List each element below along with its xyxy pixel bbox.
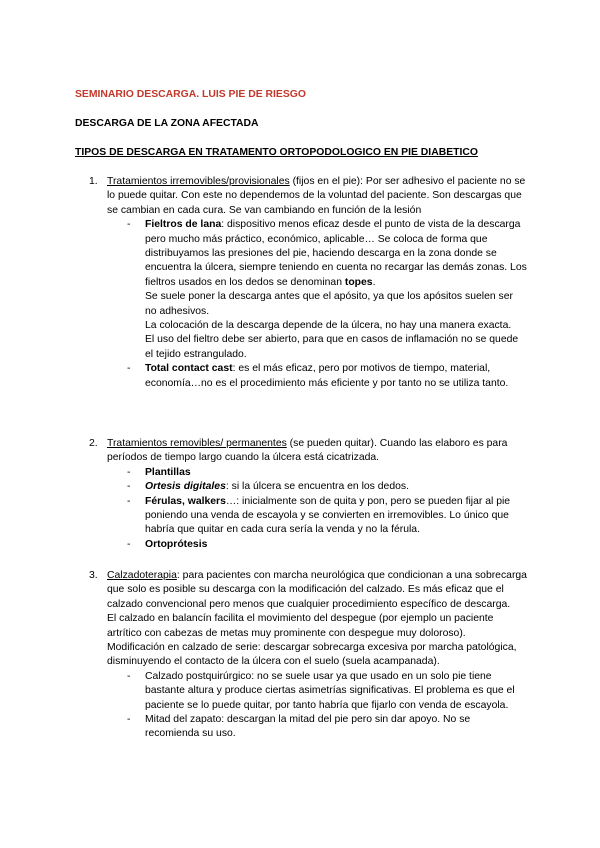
item-term: Fieltros de lana [145,219,222,231]
section-paragraph: El calzado en balancín facilita el movimiento del despegue (por ejemplo un paciente artrítico con cabezas de metas muy prominente con despegue muy doloroso). [107,613,494,639]
list-item-text [145,495,527,538]
section-lead: Tratamientos irremovibles/provisionales [107,176,290,187]
bullet-dash: - [127,466,131,478]
section-text: : para pacientes con marcha neurológica que condicionan a una sobrecarga que solo es posible su descarga con la modificación del calzado. Es más eficaz que el calzado convencional pero menos que cualquier procedimiento específico de descarga. [107,570,527,610]
document-title: SEMINARIO DESCARGA. LUIS PIE DE RIESGO [75,89,306,100]
section-number: 1. [89,176,98,187]
item-extra-paragraph: La colocación de la descarga depende de la úlcera, no hay una manera exacta. [145,320,512,332]
item-term: Plantillas [145,466,191,478]
item-text-2: . [372,276,376,288]
item-term: Ortoprótesis [145,538,208,550]
bullet-dash: - [127,495,131,507]
item-term: Férulas, walkers [145,495,226,507]
bullet-dash: - [127,363,131,375]
list-item [127,466,527,480]
section-text: (se pueden quitar). Cuando las elaboro es para períodos de tiempo largo cuando la úlcera está cicatrizada. [107,438,508,464]
bullet-dash: - [127,538,131,550]
list-item-text [145,218,527,290]
bullet-dash: - [127,481,131,493]
item-term: Ortesis digitales [145,481,226,493]
section-2 [89,437,527,552]
list-item [127,538,527,552]
item-text: : dispositivo menos eficaz desde el punto de vista de la descarga pero mucho más práctico, económico, aplicable… Se coloca de forma que distribuyamos las presiones del pie, haciendo descarga en la zona donde se encuentra la úlcera, siempre teniendo en cuenta no recargar las demás zonas. Los fieltros usados en los dedos se denominan [145,219,527,288]
section-heading: TIPOS DE DESCARGA EN TRATAMENTO ORTOPODOLOGICO EN PIE DIABETICO [75,147,478,158]
item-extra-paragraph: El uso del fieltro debe ser abierto, para que en casos de inflamación no se quede el tejido estrangulado. [145,334,519,360]
list-item-text [145,480,527,494]
bullet-dash: - [127,670,131,682]
list-item [127,670,527,713]
section-paragraph [107,569,527,612]
section-number: 3. [89,570,98,581]
list-item-text [145,466,527,480]
list-item-text [145,538,527,552]
section-1 [89,175,527,391]
list-item-text [145,362,527,391]
list-item [127,362,527,391]
section-paragraph [107,175,527,218]
bullet-dash: - [127,714,131,726]
item-text: …: inicialmente son de quita y pon, pero se pueden fijar al pie poniendo una venda de escayola y se convierten en irremovibles. Lo único que habría que quitar en cada cura sería la venda y no la férula. [145,495,511,536]
item-term-2: topes [344,276,373,288]
section-lead: Tratamientos removibles/ permanentes [107,438,287,449]
section-lead: Calzadoterapia [107,570,177,581]
list-item [127,713,527,742]
item-term: Total contact cast [145,363,233,375]
subtitle-heading: DESCARGA DE LA ZONA AFECTADA [75,118,259,129]
list-item [127,218,527,362]
list-item-text: Mitad del zapato: descargan la mitad del pie pero sin dar apoyo. No se recomienda su uso. [145,714,471,740]
section-number: 2. [89,438,98,449]
item-text: : es el más eficaz, pero por motivos de tiempo, material, economía…no es el procedimiento más eficiente y por tanto no se utiliza tanto. [145,363,509,389]
section-paragraph [107,437,527,466]
section-text: (fijos en el pie): Por ser adhesivo el paciente no se lo puede quitar. Con este no dependemos de la voluntad del paciente. Son descargas que se cambian en cada cura. Se van cambiando en función de la lesión [107,176,526,216]
list-item [127,495,527,538]
bullet-dash: - [127,219,131,231]
item-extra-paragraph: Se suele poner la descarga antes que el apósito, ya que los apósitos suelen ser no adhesivos. [145,291,513,317]
section-3 [89,569,527,742]
list-item [127,480,527,494]
list-item-text: Calzado postquirúrgico: no se suele usar ya que usado en un solo pie tiene bastante altura y produce ciertas asimetrías significativas. El problema es que el paciente se lo puede quitar, por tanto habría que fijarlo con venda de escayola. [145,670,515,711]
item-text: : si la úlcera se encuentra en los dedos. [225,481,409,493]
section-paragraph: Modificación en calzado de serie: descargar sobrecarga excesiva por marcha patológica, disminuyendo el contacto de la úlcera con el suelo (suela acampanada). [107,642,517,668]
